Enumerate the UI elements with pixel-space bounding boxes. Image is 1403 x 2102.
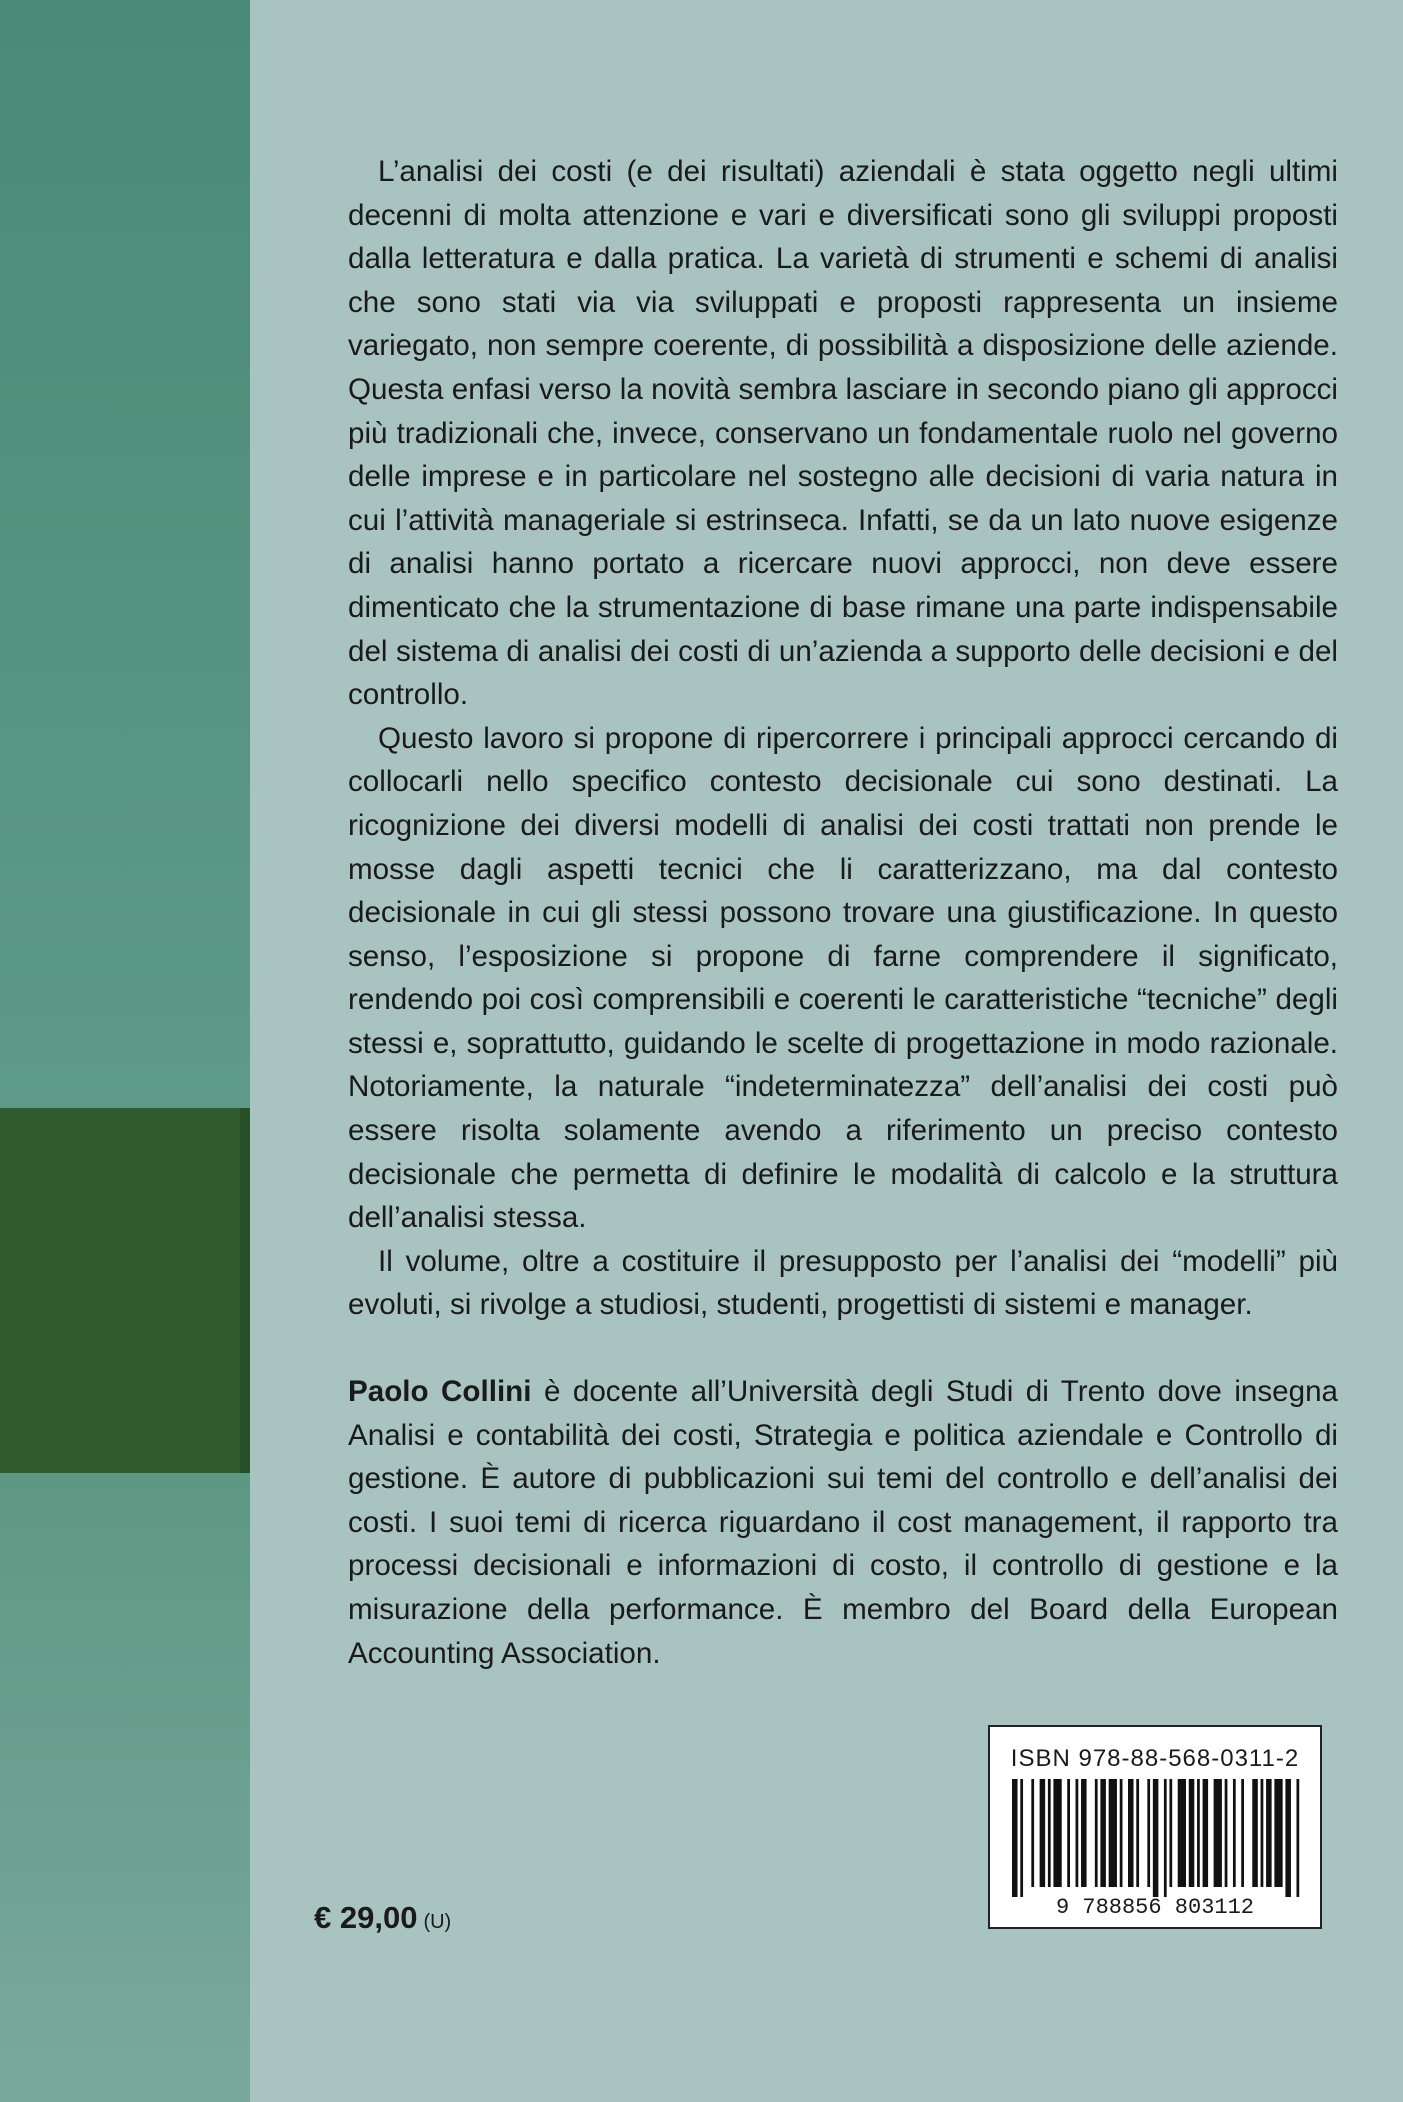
barcode-bar bbox=[1128, 1779, 1134, 1887]
barcode-bar bbox=[1081, 1779, 1087, 1887]
cover-stripe-dark-edge bbox=[240, 1108, 250, 1473]
barcode-bar bbox=[1031, 1779, 1034, 1887]
barcode-digits: 9 788856 803112 bbox=[1055, 1895, 1255, 1920]
barcode-bar bbox=[1076, 1779, 1079, 1887]
price-label bbox=[314, 1900, 451, 1936]
barcode-bar bbox=[1214, 1779, 1222, 1887]
barcode-bar bbox=[1100, 1779, 1106, 1887]
barcode-bar bbox=[1285, 1779, 1291, 1897]
barcode-bars bbox=[1012, 1779, 1302, 1897]
barcode-bar bbox=[1197, 1779, 1200, 1887]
isbn-barcode bbox=[988, 1725, 1322, 1929]
barcode-bar bbox=[1053, 1779, 1061, 1887]
barcode-bar bbox=[1120, 1779, 1123, 1887]
barcode-bar bbox=[1274, 1779, 1282, 1887]
barcode-bar bbox=[1164, 1779, 1167, 1897]
barcode-bar bbox=[1252, 1779, 1258, 1887]
isbn-label: ISBN 978-88-568-0311-2 bbox=[1010, 1745, 1300, 1772]
barcode-bar bbox=[1169, 1779, 1172, 1887]
barcode-bar bbox=[1040, 1779, 1046, 1887]
cover-stripe-bottom bbox=[0, 1473, 250, 2102]
author-name: Paolo Collini bbox=[348, 1375, 532, 1409]
barcode-bar bbox=[1020, 1779, 1023, 1897]
barcode-bar bbox=[1109, 1779, 1117, 1887]
barcode-bar bbox=[1203, 1779, 1209, 1887]
barcode-bar bbox=[1095, 1779, 1098, 1887]
barcode-bar bbox=[1296, 1779, 1299, 1897]
description-paragraph-1: L’analisi dei costi (e dei risultati) aziendali è stata oggetto negli ultimi decenni di molta attenzione e vari e diversificati sono gli sviluppi proposti dalla letteratura e dalla pratica. La varietà di strumenti e schemi di analisi che sono stati via via sviluppati e proposti rappresenta un insieme variegato, non sempre coerente, di possibilità a disposizione delle aziende. Questa enfasi verso la novità sembra lasciare in secondo piano gli approcci più tradizionali che, invece, conservano un fondamentale ruolo nel governo delle imprese e in particolare nel sostegno alle decisioni di varia natura in cui l’attività manageriale si estrinseca. Infatti, se da un lato nuove esigenze di analisi hanno portato a ricercare nuovi approcci, non deve essere dimenticato che la strumentazione di base rimane una parte indispensabile del sistema di analisi dei costi di un’azienda a supporto delle decisioni e del controllo. bbox=[348, 155, 1338, 712]
barcode-bar bbox=[1067, 1779, 1070, 1887]
barcode-bar bbox=[1266, 1779, 1272, 1887]
barcode-bar bbox=[1233, 1779, 1236, 1887]
author-bio-text: è docente all’Università degli Studi di Trento dove insegna Analisi e contabilità dei costi, Strategia e politica aziendale e Controllo di gestione. È autore di pubblicazioni sui temi del controllo e dell’analisi dei costi. I suoi temi di ricerca riguardano il cost management, il rapporto tra processi decisionali e informazioni di costo, il controllo di gestione e la misurazione della performance. È membro del Board della European Accounting Association. bbox=[348, 1375, 1338, 1670]
author-bio bbox=[348, 1370, 1338, 1675]
barcode-bar bbox=[1261, 1779, 1264, 1887]
barcode-bar bbox=[1136, 1779, 1139, 1887]
barcode-bar bbox=[1048, 1779, 1051, 1887]
description-paragraph-2: Questo lavoro si propone di ripercorrere i principali approcci cercando di collocarli nello specifico contesto decisionale cui sono destinati. La ricognizione dei diversi modelli di analisi dei costi trattati non prende le mosse dagli aspetti tecnici che li caratterizzano, ma dal contesto decisionale in cui gli stessi possono trovare una giustificazione. In questo senso, l’esposizione si propone di farne comprendere il significato, rendendo poi così comprensibili e coerenti le caratteristiche “tecniche” degli stessi e, soprattutto, guidando le scelte di progettazione in modo razionale. Notoriamente, la naturale “indeterminatezza” dell’analisi dei costi può essere risolta solamente avendo a riferimento un preciso contesto decisionale che permetta di definire le modalità di calcolo e la struttura dell’analisi stessa. bbox=[348, 721, 1338, 1235]
description-paragraph-3: Il volume, oltre a costituire il presupposto per l’analisi dei “modelli” più evoluti, si rivolge a studiosi, studenti, progettisti di sistemi e manager. bbox=[348, 1244, 1338, 1322]
barcode-bar bbox=[1189, 1779, 1195, 1887]
barcode-bar bbox=[1178, 1779, 1186, 1887]
cover-stripe-top bbox=[0, 0, 250, 1108]
barcode-bar bbox=[1241, 1779, 1244, 1887]
barcode-bar bbox=[1012, 1779, 1018, 1897]
barcode-bar bbox=[1147, 1779, 1150, 1887]
price-amount: € 29,00 bbox=[314, 1900, 418, 1935]
price-code: (U) bbox=[423, 1911, 452, 1933]
barcode-bar bbox=[1153, 1779, 1159, 1897]
barcode-bar bbox=[1225, 1779, 1228, 1887]
back-cover-text bbox=[348, 150, 1338, 1675]
cover-stripe-dark bbox=[0, 1108, 240, 1473]
